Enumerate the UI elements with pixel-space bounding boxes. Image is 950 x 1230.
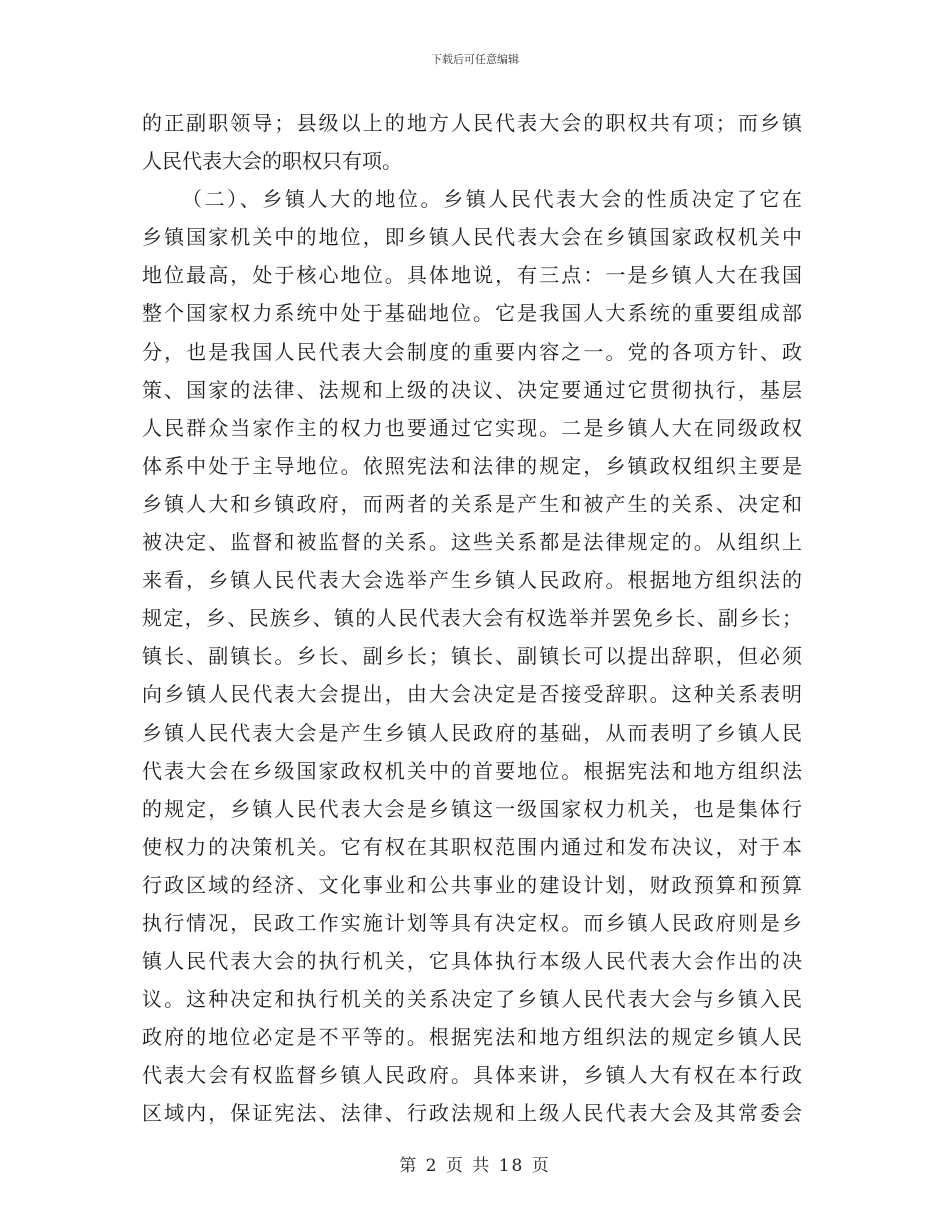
text-line: 执行情况，民政工作实施计划等具有决定权。而乡镇人民政府则是乡 xyxy=(142,910,802,935)
text-line: 使权力的决策机关。它有权在其职权范围内通过和发布决议，对于本 xyxy=(142,834,802,859)
text-line: 地位最高，处于核心地位。具体地说，有三点：一是乡镇人大在我国 xyxy=(142,263,802,288)
text-line: 代表大会在乡级国家政权机关中的首要地位。根据宪法和地方组织法 xyxy=(142,758,802,783)
text-line: 代表大会有权监督乡镇人民政府。具体来讲，乡镇人大有权在本行政 xyxy=(142,1063,802,1088)
text-line: 议。这种决定和执行机关的关系决定了乡镇人民代表大会与乡镇入民 xyxy=(142,987,802,1012)
text-line: 整个国家权力系统中处于基础地位。它是我国人大系统的重要组成部 xyxy=(142,301,802,326)
text-line: 行政区域的经济、文化事业和公共事业的建设计划，财政预算和预算 xyxy=(142,872,802,897)
text-line: 规定，乡、民族乡、镇的人民代表大会有权选举并罢免乡长、副乡长； xyxy=(142,606,802,631)
text-line: 分，也是我国人民代表大会制度的重要内容之一。党的各项方针、政 xyxy=(142,339,802,364)
page-number-footer: 第 2 页 共 18 页 xyxy=(399,1156,551,1176)
text-line: 人民群众当家作主的权力也要通过它实现。二是乡镇人大在同级政权 xyxy=(142,415,802,440)
text-line: 的正副职领导；县级以上的地方人民代表大会的职权共有项；而乡镇 xyxy=(142,111,802,135)
text-line: （二）、乡镇人大的地位。乡镇人民代表大会的性质决定了它在 xyxy=(182,187,802,212)
text-line: 人民代表大会的职权只有项。 xyxy=(142,149,402,174)
text-line: 被决定、监督和被监督的关系。这些关系都是法律规定的。从组织上 xyxy=(142,530,802,555)
text-line: 向乡镇人民代表大会提出，由大会决定是否接受辞职。这种关系表明 xyxy=(142,682,802,707)
text-line: 来看，乡镇人民代表大会选举产生乡镇人民政府。根据地方组织法的 xyxy=(142,568,802,593)
text-line: 策、国家的法律、法规和上级的决议、决定要通过它贯彻执行，基层 xyxy=(142,377,802,402)
text-line: 的规定，乡镇人民代表大会是乡镇这一级国家权力机关，也是集体行 xyxy=(142,796,802,821)
text-line: 体系中处于主导地位。依照宪法和法律的规定，乡镇政权组织主要是 xyxy=(142,453,802,478)
text-line: 乡镇人民代表大会是产生乡镇人民政府的基础，从而表明了乡镇人民 xyxy=(142,720,802,745)
body-text xyxy=(142,104,802,1133)
text-line: 镇长、副镇长。乡长、副乡长；镇长、副镇长可以提出辞职，但必须 xyxy=(142,644,802,669)
text-line: 政府的地位必定是不平等的。根据宪法和地方组织法的规定乡镇人民 xyxy=(142,1025,802,1050)
page-header: 下载后可任意编辑 xyxy=(431,53,519,66)
text-line: 乡镇国家机关中的地位，即乡镇人民代表大会在乡镇国家政权机关中 xyxy=(142,225,802,250)
text-line: 区域内，保证宪法、法律、行政法规和上级人民代表大会及其常委会 xyxy=(142,1101,802,1126)
text-line: 镇人民代表大会的执行机关，它具体执行本级人民代表大会作出的决 xyxy=(142,949,802,974)
text-line: 乡镇人大和乡镇政府，而两者的关系是产生和被产生的关系、决定和 xyxy=(142,491,802,516)
